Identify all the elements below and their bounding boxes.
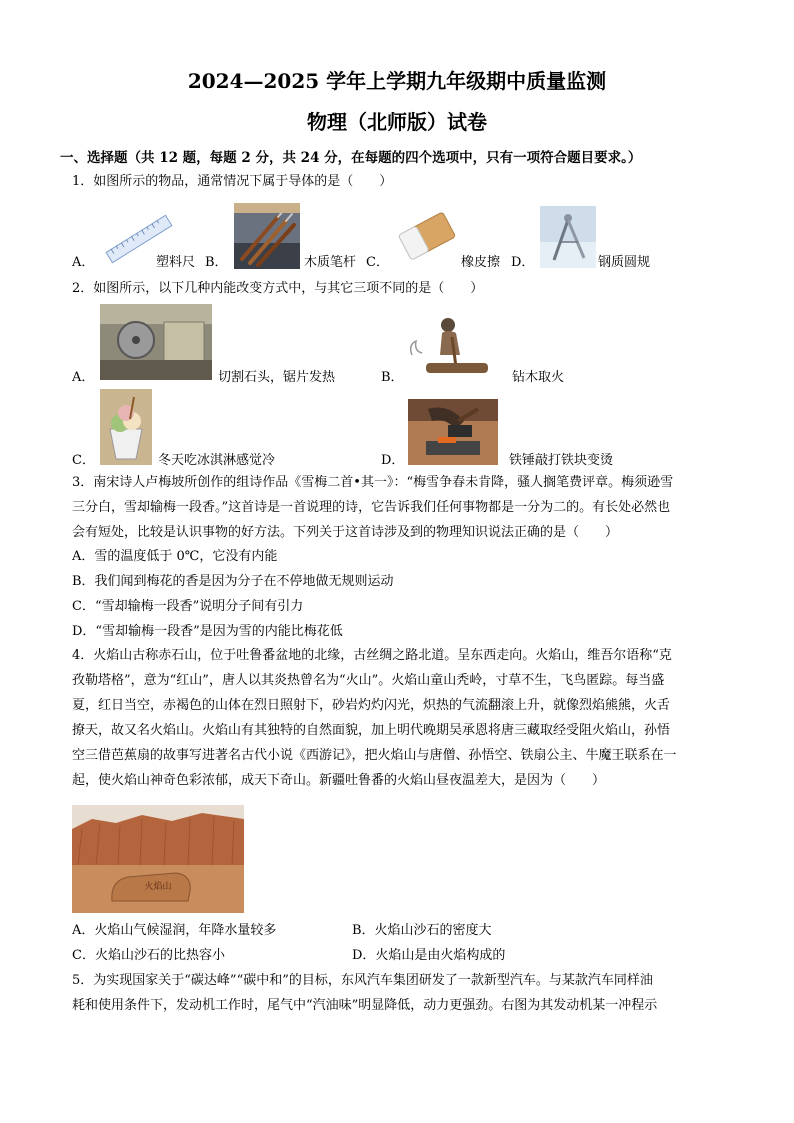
- q2-option-b-letter: B．: [381, 370, 404, 385]
- q2-option-d-letter: D．: [381, 453, 405, 468]
- q1-option-a-letter: A．: [72, 255, 95, 270]
- q4-option-d: D．火焰山是由火焰构成的: [352, 948, 506, 963]
- q2-option-c-letter: C．: [72, 453, 95, 468]
- q4-line-6: 起，使火焰山神奇色彩浓郁，成天下奇山。新疆吐鲁番的火焰山昼夜温差大，是因为（ ）: [72, 773, 606, 788]
- q2-option-d-label: 铁锤敲打铁块变烫: [509, 453, 614, 468]
- flaming-mountain-image: [72, 805, 244, 913]
- stone-cutting-image: [100, 304, 212, 380]
- q3-option-d: D．“雪却输梅一段香”是因为雪的内能比梅花低: [72, 624, 343, 639]
- q4-line-4: 撩天，故又名火焰山。火焰山有其独特的自然面貌，加上明代晚期吴承恩将唐三藏取经受阻火焰山，孙悟: [72, 723, 671, 738]
- wooden-pen-image: [234, 203, 300, 269]
- q4-line-1: 4．火焰山古称赤石山，位于吐鲁番盆地的北缘，古丝绸之路北道。呈东西走向。火焰山，维吾尔语称“克: [72, 648, 672, 663]
- q3-option-a: A．雪的温度低于 0℃，它没有内能: [72, 549, 278, 564]
- q4-option-c: C．火焰山沙石的比热容小: [72, 948, 225, 963]
- drilling-wood-fire-image: [404, 311, 496, 381]
- eraser-image: [394, 206, 460, 266]
- q3-line-1: 3．南宋诗人卢梅坡所创作的组诗作品《雪梅二首•其一》：“梅雪争春未肯降，骚人搁笔费评章。梅须逊雪: [72, 475, 674, 490]
- steel-compass-image: [540, 206, 596, 268]
- q3-option-b: B．我们闻到梅花的香是因为分子在不停地做无规则运动: [72, 574, 394, 589]
- q4-option-a: A．火焰山气候湿润，年降水量较多: [72, 923, 277, 938]
- q1-option-c-label: 橡皮擦: [461, 255, 501, 270]
- q2-stem: 2．如图所示，以下几种内能改变方式中，与其它三项不同的是（ ）: [72, 281, 484, 296]
- forging-iron-image: [408, 399, 498, 465]
- q1-option-d-label: 钢质圆规: [598, 255, 651, 270]
- q3-line-3: 会有短处，比较是认识事物的好方法。下列关于这首诗涉及到的物理知识说法正确的是（ ）: [72, 525, 619, 540]
- q4-option-b: B．火焰山沙石的密度大: [352, 923, 492, 938]
- q1-option-c-letter: C．: [366, 255, 389, 270]
- flaming-mountain-sign: 火焰山: [144, 882, 172, 892]
- q2-option-a-letter: A．: [72, 370, 95, 385]
- q1-option-a-label: 塑料尺: [156, 255, 196, 270]
- q5-line-1: 5．为实现国家关于“碳达峰”“碳中和”的目标，东风汽车集团研发了一款新型汽车。与某款汽车同样油: [72, 973, 653, 988]
- q4-line-5: 空三借芭蕉扇的故事写进著名古代小说《西游记》，把火焰山与唐僧、孙悟空、铁扇公主、牛魔王联系在一: [72, 748, 677, 763]
- q1-option-b-label: 木质笔杆: [304, 255, 357, 270]
- q3-option-c: C．“雪却输梅一段香”说明分子间有引力: [72, 599, 304, 614]
- q2-option-c-label: 冬天吃冰淇淋感觉冷: [158, 453, 276, 468]
- q2-option-a-label: 切割石头，锯片发热: [218, 370, 336, 385]
- exam-title: 2024—2025 学年上学期九年级期中质量监测: [187, 69, 607, 93]
- q5-line-2: 耗和使用条件下，发动机工作时，尾气中“汽油味”明显降低，动力更强劲。右图为其发动机某一冲程示: [72, 998, 658, 1013]
- q1-option-d-letter: D．: [511, 255, 535, 270]
- q2-option-b-label: 钻木取火: [512, 370, 565, 385]
- q1-option-b-letter: B．: [205, 255, 228, 270]
- section-heading: 一、选择题（共 12 题，每题 2 分，共 24 分，在每题的四个选项中，只有一项符合题目要求。）: [60, 150, 642, 166]
- q4-line-3: 夏，红日当空，赤褐色的山体在烈日照射下，砂岩灼灼闪光，炽热的气流翻滚上升，就像烈焰熊熊，火舌: [72, 698, 671, 713]
- q3-line-2: 三分白，雪却输梅一段香。”这首诗是一首说理的诗，它告诉我们任何事物都是一分为二的。有长处必然也: [72, 500, 671, 515]
- ice-cream-image: [100, 389, 152, 465]
- q4-line-2: 孜勒塔格”，意为“红山”，唐人以其炎热曾名为“火山”。火焰山童山秃岭，寸草不生，飞鸟匿踪。每当盛: [72, 673, 665, 688]
- exam-subtitle: 物理（北师版）试卷: [307, 110, 487, 134]
- q1-stem: 1．如图所示的物品，通常情况下属于导体的是（ ）: [72, 174, 393, 189]
